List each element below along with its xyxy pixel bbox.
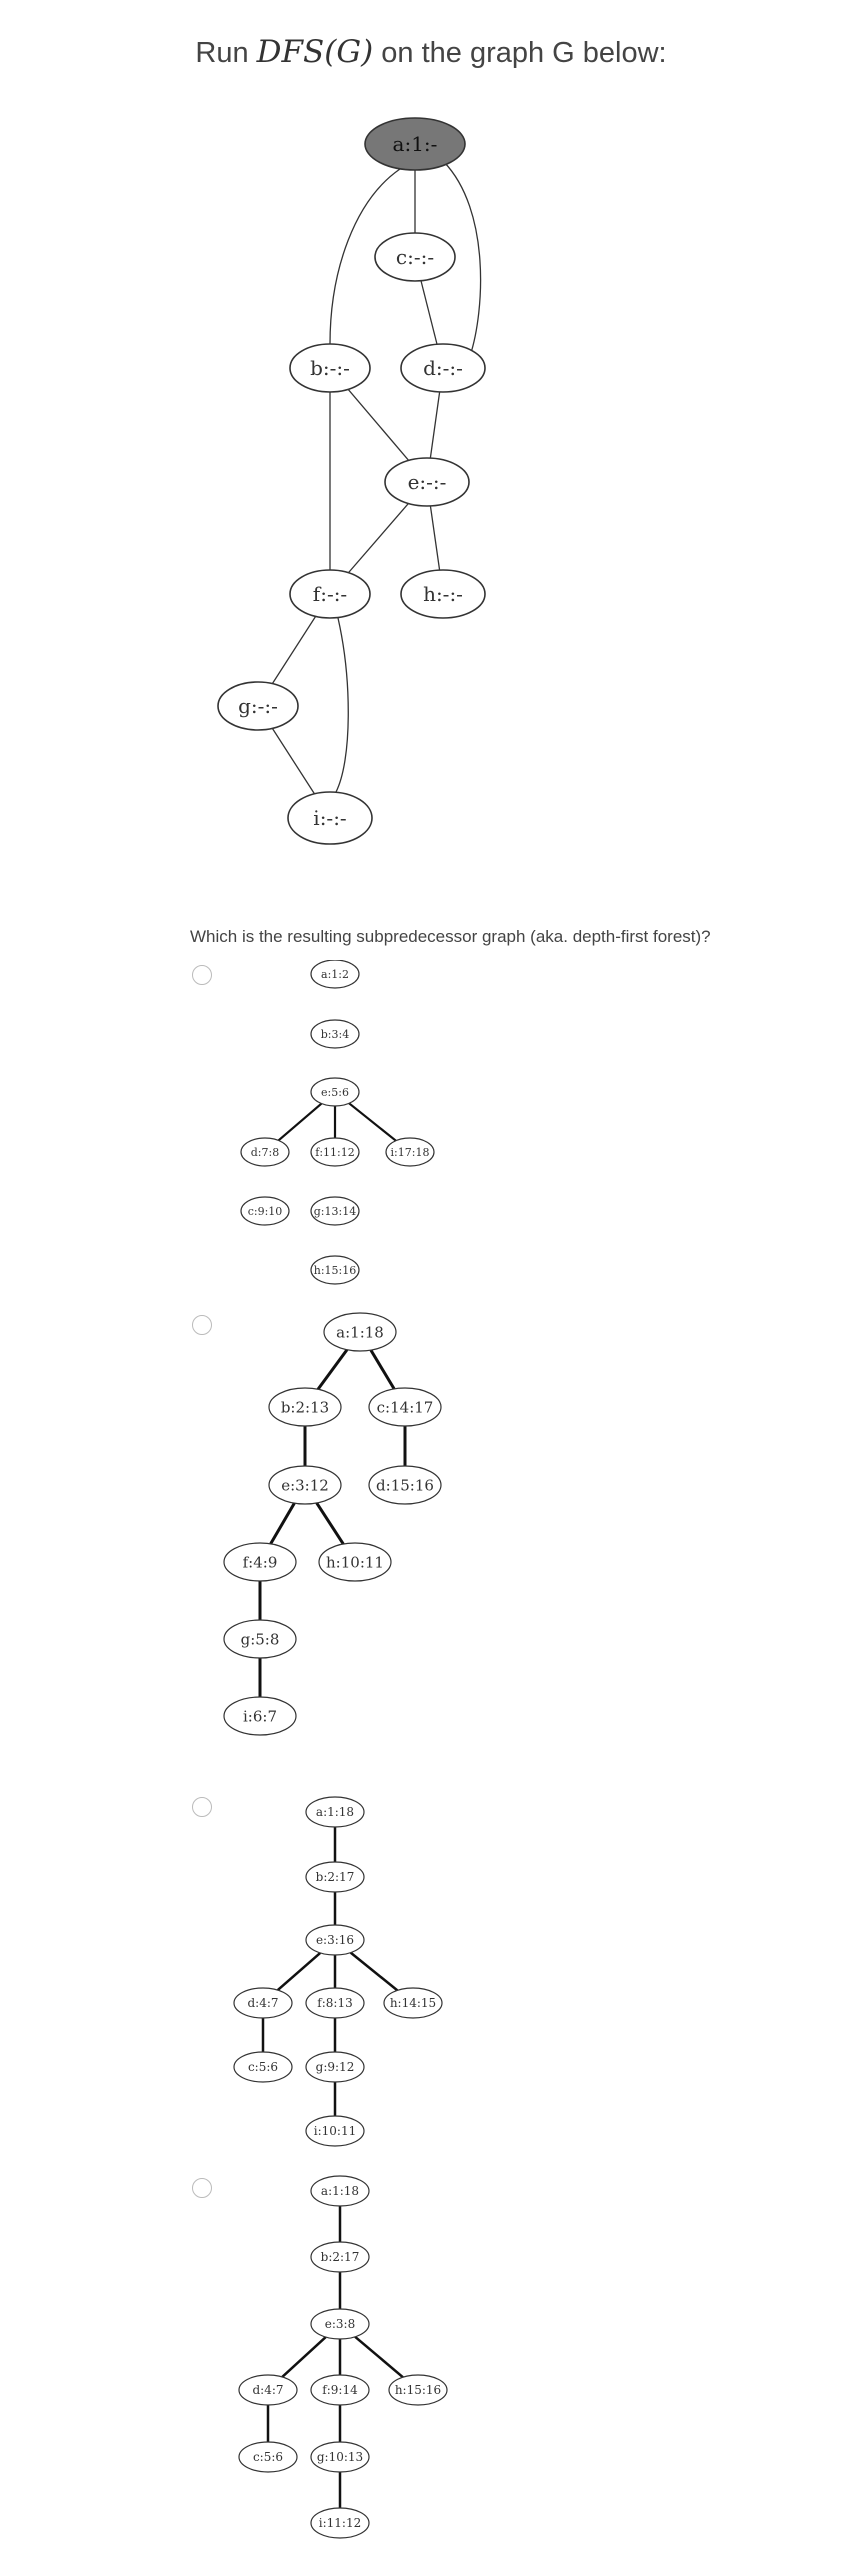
forest-node-e [311, 2309, 369, 2339]
node-label: d:4:7 [247, 1996, 279, 2011]
forest-node-i [224, 1697, 296, 1735]
node-label: b:2:13 [280, 1398, 330, 1417]
edge-a-b [318, 1350, 347, 1390]
forest-node-e [306, 1925, 364, 1955]
forest-edges [279, 1103, 396, 1140]
forest-node-a [306, 1797, 364, 1827]
node-label: e:3:12 [281, 1476, 329, 1495]
edge-e-h [355, 2337, 403, 2377]
prompt-suffix: on the graph G below: [373, 37, 667, 69]
prompt-heading [0, 34, 862, 70]
node-label: f:8:13 [317, 1996, 353, 2011]
forest-node-g [224, 1620, 296, 1658]
node-label: h:14:15 [389, 1996, 437, 2011]
forest-node-a [311, 960, 359, 988]
option-2-forest [0, 1310, 862, 1750]
node-label: c:14:17 [376, 1398, 434, 1417]
edge-e-d [279, 1104, 322, 1141]
forest-node-a [324, 1313, 396, 1351]
node-label: g:5:8 [240, 1630, 280, 1649]
forest-node-c [234, 2052, 292, 2082]
node-label: a:1:18 [336, 1323, 384, 1342]
forest-node-b [311, 2242, 369, 2272]
option-1-forest [0, 960, 862, 1300]
forest-node-h [389, 2375, 447, 2405]
edge-e-d [278, 1953, 320, 1990]
edge-e-h [317, 1503, 344, 1544]
node-label: g:13:14 [313, 1204, 357, 1218]
node-label: h:15:16 [394, 2383, 442, 2398]
node-label: i:-:- [313, 806, 347, 830]
node-label: c:5:6 [252, 2450, 284, 2465]
node-label: g:9:12 [315, 2060, 355, 2075]
forest-node-i [386, 1138, 434, 1166]
graph-node-f [290, 570, 370, 618]
node-label: a:1:18 [315, 1805, 355, 1820]
graph-node-c [375, 233, 455, 281]
node-label: h:10:11 [326, 1553, 384, 1572]
forest-node-g [306, 2052, 364, 2082]
forest-node-d [369, 1466, 441, 1504]
node-label: a:1:2 [321, 967, 349, 981]
forest-node-h [311, 1256, 359, 1284]
forest-node-f [306, 1988, 364, 2018]
node-label: b:2:17 [315, 1870, 355, 1885]
forest-node-b [306, 1862, 364, 1892]
node-label: b:3:4 [320, 1027, 350, 1041]
node-label: g:-:- [238, 694, 278, 718]
forest-node-f [311, 2375, 369, 2405]
node-label: d:7:8 [250, 1145, 280, 1159]
graph-node-e [385, 458, 469, 506]
prompt-math: DFS(G) [256, 34, 374, 70]
forest-node-d [239, 2375, 297, 2405]
forest-node-f [224, 1543, 296, 1581]
edge-a-c [371, 1350, 394, 1389]
graph-node-d [401, 344, 485, 392]
edge-e-i [349, 1103, 396, 1140]
node-label: f:11:12 [315, 1145, 355, 1159]
option-3-forest [0, 1790, 862, 2170]
node-label: f:-:- [312, 582, 348, 606]
node-label: f:9:14 [322, 2383, 358, 2398]
forest-node-c [369, 1388, 441, 1426]
graph-node-i [288, 792, 372, 844]
node-label: c:9:10 [247, 1204, 283, 1218]
node-label: f:4:9 [242, 1553, 278, 1572]
forest-node-b [269, 1388, 341, 1426]
forest-node-e [311, 1078, 359, 1106]
node-label: c:5:6 [247, 2060, 279, 2075]
forest-node-e [269, 1466, 341, 1504]
node-label: g:10:13 [316, 2450, 364, 2465]
node-label: e:-:- [407, 470, 447, 494]
forest-node-g [311, 2442, 369, 2472]
forest-node-a [311, 2176, 369, 2206]
option-4-forest [0, 2170, 862, 2560]
node-label: a:1:- [392, 132, 438, 156]
graph-node-b [290, 344, 370, 392]
forest-node-h [384, 1988, 442, 2018]
edge-e-d [282, 2337, 325, 2377]
node-label: i:11:12 [318, 2516, 362, 2531]
edge-e-h [351, 1953, 398, 1991]
edge-e-f [271, 1503, 295, 1544]
forest-node-d [234, 1988, 292, 2018]
node-label: d:-:- [423, 356, 463, 380]
edge-f-i [336, 618, 348, 792]
node-label: c:-:- [395, 245, 435, 269]
forest-node-f [311, 1138, 359, 1166]
node-label: d:4:7 [252, 2383, 284, 2398]
node-label: h:-:- [423, 582, 463, 606]
node-label: e:3:16 [315, 1933, 355, 1948]
forest-node-d [241, 1138, 289, 1166]
forest-node-g [311, 1197, 359, 1225]
node-label: d:15:16 [376, 1476, 434, 1495]
forest-node-c [239, 2442, 297, 2472]
node-label: b:-:- [310, 356, 350, 380]
forest-node-b [311, 1020, 359, 1048]
node-label: b:2:17 [320, 2250, 360, 2265]
graph-node-h [401, 570, 485, 618]
prompt-prefix: Run [195, 37, 257, 69]
node-label: i:17:18 [390, 1145, 430, 1159]
node-label: e:3:8 [324, 2317, 356, 2332]
question-text: Which is the resulting subpredecessor graph (aka. depth-first forest)? [190, 927, 711, 946]
graph-node-a [365, 118, 465, 170]
node-label: h:15:16 [313, 1263, 357, 1277]
node-label: e:5:6 [321, 1085, 349, 1099]
node-label: i:10:11 [313, 2124, 357, 2139]
forest-node-c [241, 1197, 289, 1225]
node-label: i:6:7 [243, 1707, 277, 1726]
input-graph [0, 100, 862, 890]
forest-node-h [319, 1543, 391, 1581]
node-label: a:1:18 [320, 2184, 360, 2199]
forest-node-i [306, 2116, 364, 2146]
graph-node-g [218, 682, 298, 730]
forest-node-i [311, 2508, 369, 2538]
